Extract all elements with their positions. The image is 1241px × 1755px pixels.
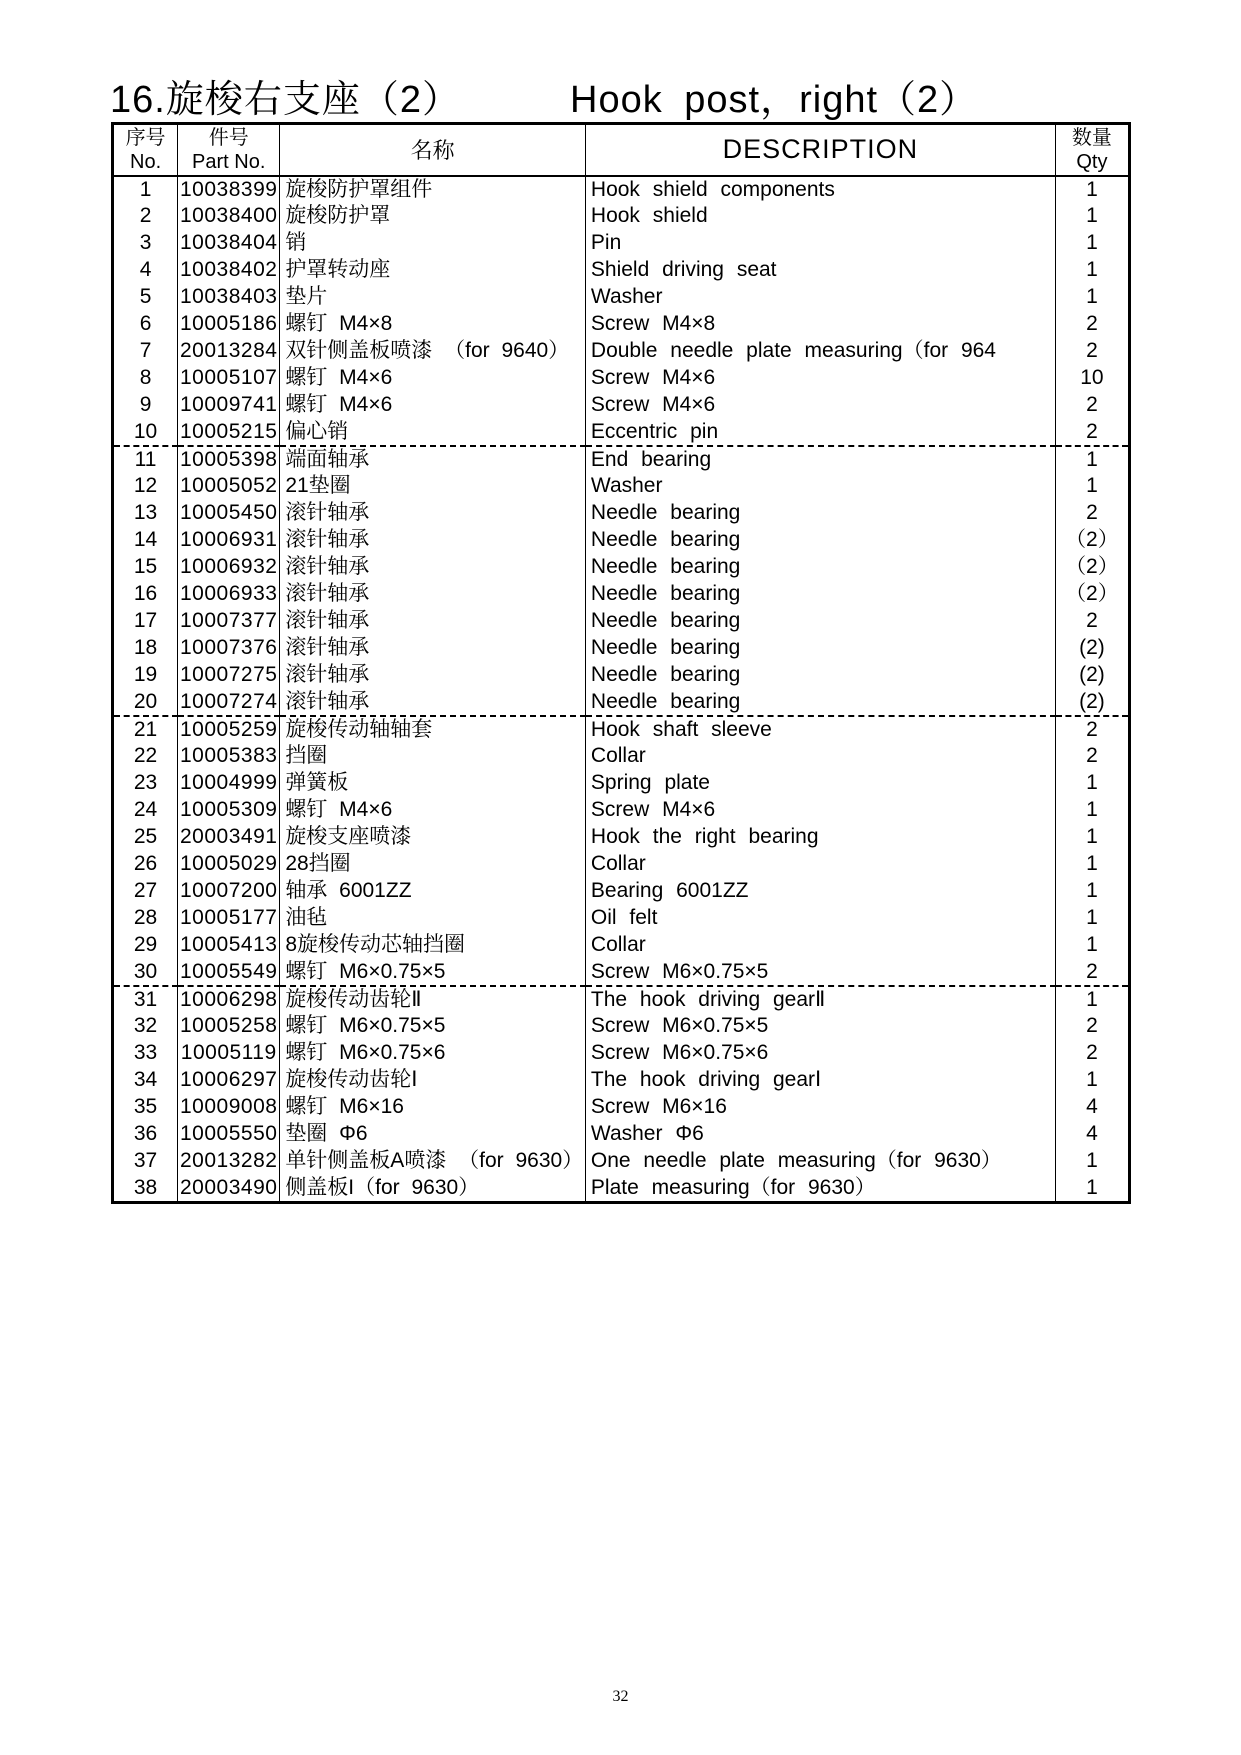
cell-part-no: 20003491 <box>178 824 280 851</box>
cell-no: 17 <box>133 609 158 632</box>
cell-description: Needle bearing <box>585 554 1055 581</box>
title-english: Hook post，right（2） <box>570 79 979 121</box>
cell-name: 旋梭防护罩 <box>280 203 586 230</box>
cell-qty: 10 <box>1055 365 1129 392</box>
table-row <box>113 662 1130 689</box>
cell-name: 旋梭防护罩组件 <box>280 176 586 203</box>
cell-name: 油毡 <box>280 905 586 932</box>
cell-no: 2 <box>139 204 152 227</box>
cell-no: 26 <box>133 852 158 875</box>
table-row <box>113 365 1130 392</box>
cell-description: Needle bearing <box>585 500 1055 527</box>
cell-description: Plate measuring（for 9630） <box>585 1175 1055 1203</box>
cell-name: 弹簧板 <box>280 770 586 797</box>
cell-no: 28 <box>133 906 158 929</box>
cell-name: 旋梭传动齿轮Ⅰ <box>280 1067 586 1094</box>
table-row <box>113 905 1130 932</box>
cell-qty: 1 <box>1055 986 1129 1013</box>
cell-no: 37 <box>133 1149 158 1172</box>
header-no-zh: 序号 <box>125 126 166 149</box>
table-row <box>113 1067 1130 1094</box>
cell-qty: 1 <box>1055 851 1129 878</box>
cell-part-no: 10009008 <box>178 1094 280 1121</box>
cell-part-no: 10005550 <box>178 1121 280 1148</box>
table-row <box>113 581 1130 608</box>
cell-part-no: 10005177 <box>178 905 280 932</box>
cell-no: 7 <box>139 339 152 362</box>
cell-qty: 1 <box>1055 230 1129 257</box>
cell-description: Screw M4×6 <box>585 797 1055 824</box>
page-title <box>110 68 1131 121</box>
cell-no: 34 <box>133 1068 158 1091</box>
cell-description: The hook driving gearⅡ <box>585 986 1055 1013</box>
header-part-zh: 件号 <box>208 126 249 149</box>
header-qty-en: Qty <box>1076 150 1108 173</box>
cell-description: Collar <box>585 851 1055 878</box>
cell-part-no: 10005413 <box>178 932 280 959</box>
table-row <box>113 419 1130 446</box>
title-chinese: 16.旋梭右支座（2） <box>110 79 461 121</box>
cell-name: 滚针轴承 <box>280 554 586 581</box>
cell-name: 旋梭传动齿轮Ⅱ <box>280 986 586 1013</box>
cell-no: 31 <box>133 987 158 1011</box>
cell-qty: (2) <box>1055 662 1129 689</box>
cell-part-no: 10005107 <box>178 365 280 392</box>
table-row <box>113 1175 1130 1203</box>
cell-part-no: 10005450 <box>178 500 280 527</box>
cell-name: 偏心销 <box>280 419 586 446</box>
cell-name: 滚针轴承 <box>280 608 586 635</box>
cell-qty: 2 <box>1055 608 1129 635</box>
cell-description: Screw M6×0.75×6 <box>585 1040 1055 1067</box>
cell-qty: 2 <box>1055 419 1129 446</box>
cell-name: 旋梭传动轴轴套 <box>280 716 586 743</box>
cell-no: 24 <box>133 798 158 821</box>
cell-description: The hook driving gearⅠ <box>585 1067 1055 1094</box>
table-row <box>113 932 1130 959</box>
cell-part-no: 10006298 <box>178 986 280 1013</box>
cell-no: 15 <box>133 555 158 578</box>
table-row <box>113 716 1130 743</box>
cell-qty: 1 <box>1055 770 1129 797</box>
cell-description: Collar <box>585 932 1055 959</box>
cell-part-no: 10006297 <box>178 1067 280 1094</box>
cell-name: 挡圈 <box>280 743 586 770</box>
cell-no: 36 <box>133 1122 158 1145</box>
cell-name: 螺钉 M6×0.75×6 <box>280 1040 586 1067</box>
parts-table <box>111 122 1131 1204</box>
table-row <box>113 257 1130 284</box>
cell-part-no: 10004999 <box>178 770 280 797</box>
cell-name: 8旋梭传动芯轴挡圈 <box>280 932 586 959</box>
cell-part-no: 10005186 <box>178 311 280 338</box>
cell-qty: 1 <box>1055 257 1129 284</box>
cell-name: 21垫圈 <box>280 473 586 500</box>
header-no-en: No. <box>130 150 162 173</box>
cell-no: 23 <box>133 771 158 794</box>
cell-description: Needle bearing <box>585 662 1055 689</box>
cell-name: 销 <box>280 230 586 257</box>
cell-name: 滚针轴承 <box>280 662 586 689</box>
cell-qty: 2 <box>1055 392 1129 419</box>
cell-part-no: 10005258 <box>178 1013 280 1040</box>
cell-name: 28挡圈 <box>280 851 586 878</box>
cell-qty: 1 <box>1055 905 1129 932</box>
cell-name: 螺钉 M6×0.75×5 <box>280 959 586 986</box>
cell-name: 单针侧盖板A喷漆 （for 9630） <box>280 1148 586 1175</box>
cell-qty: 1 <box>1055 446 1129 473</box>
table-row <box>113 824 1130 851</box>
cell-name: 滚针轴承 <box>280 689 586 716</box>
table-body <box>113 176 1130 1203</box>
header-name: 名称 <box>280 124 586 176</box>
cell-part-no: 10005549 <box>178 959 280 986</box>
cell-no: 3 <box>139 231 152 254</box>
cell-description: Oil felt <box>585 905 1055 932</box>
cell-qty: （2） <box>1055 527 1129 554</box>
cell-part-no: 10005398 <box>178 446 280 473</box>
table-row <box>113 1040 1130 1067</box>
cell-no: 8 <box>139 366 152 389</box>
cell-part-no: 10007377 <box>178 608 280 635</box>
cell-qty: 2 <box>1055 959 1129 986</box>
cell-no: 32 <box>133 1014 158 1037</box>
cell-name: 滚针轴承 <box>280 500 586 527</box>
cell-qty: 1 <box>1055 797 1129 824</box>
cell-description: Screw M4×6 <box>585 365 1055 392</box>
table-row <box>113 1121 1130 1148</box>
cell-no: 12 <box>133 474 158 497</box>
cell-no: 5 <box>139 285 152 308</box>
cell-part-no: 10007274 <box>178 689 280 716</box>
table-row <box>113 527 1130 554</box>
cell-part-no: 10007376 <box>178 635 280 662</box>
cell-description: Hook the right bearing <box>585 824 1055 851</box>
table-row <box>113 203 1130 230</box>
cell-name: 螺钉 M4×8 <box>280 311 586 338</box>
header-part-en: Part No. <box>192 150 266 173</box>
cell-no: 16 <box>133 582 158 605</box>
cell-description: One needle plate measuring（for 9630） <box>585 1148 1055 1175</box>
cell-part-no: 10005119 <box>178 1040 280 1067</box>
cell-no: 27 <box>133 879 158 902</box>
cell-no: 9 <box>139 393 152 416</box>
cell-name: 螺钉 M6×0.75×5 <box>280 1013 586 1040</box>
cell-qty: 1 <box>1055 878 1129 905</box>
cell-no: 20 <box>113 689 178 716</box>
cell-part-no: 20013284 <box>178 338 280 365</box>
cell-part-no: 10038404 <box>178 230 280 257</box>
cell-no: 1 <box>139 177 152 201</box>
cell-qty: 2 <box>1055 311 1129 338</box>
cell-no: 35 <box>133 1095 158 1118</box>
table-row <box>113 635 1130 662</box>
header-part-no <box>178 124 280 176</box>
header-qty <box>1055 124 1129 176</box>
table-row <box>113 392 1130 419</box>
cell-description: Hook shaft sleeve <box>585 716 1055 743</box>
cell-part-no: 10038399 <box>178 176 280 203</box>
cell-description: Washer <box>585 284 1055 311</box>
cell-qty: 1 <box>1055 1175 1129 1203</box>
cell-qty: （2） <box>1055 554 1129 581</box>
cell-qty: (2) <box>1055 689 1129 716</box>
cell-no: 30 <box>113 959 178 986</box>
cell-part-no: 10006931 <box>178 527 280 554</box>
cell-description: Shield driving seat <box>585 257 1055 284</box>
cell-description: Washer <box>585 473 1055 500</box>
cell-qty: 1 <box>1055 284 1129 311</box>
table-row <box>113 1148 1130 1175</box>
cell-description: Screw M6×0.75×5 <box>585 959 1055 986</box>
cell-no: 25 <box>133 825 158 848</box>
cell-qty: 1 <box>1055 824 1129 851</box>
table-row <box>113 230 1130 257</box>
table-row <box>113 338 1130 365</box>
cell-part-no: 10038403 <box>178 284 280 311</box>
cell-part-no: 20003490 <box>178 1175 280 1203</box>
table-row <box>113 554 1130 581</box>
page-number: 32 <box>612 1688 629 1705</box>
cell-qty: (2) <box>1055 635 1129 662</box>
table-row <box>113 986 1130 1013</box>
header-qty-zh: 数量 <box>1071 126 1112 149</box>
cell-name: 护罩转动座 <box>280 257 586 284</box>
table-row <box>113 176 1130 203</box>
cell-part-no: 10038402 <box>178 257 280 284</box>
cell-part-no: 10006932 <box>178 554 280 581</box>
table-row <box>113 284 1130 311</box>
cell-name: 螺钉 M4×6 <box>280 365 586 392</box>
cell-description: Screw M4×6 <box>585 392 1055 419</box>
cell-qty: 2 <box>1055 1013 1129 1040</box>
cell-description: Collar <box>585 743 1055 770</box>
cell-qty: 2 <box>1055 716 1129 743</box>
cell-qty: 2 <box>1055 743 1129 770</box>
cell-qty: 1 <box>1055 203 1129 230</box>
cell-description: Hook shield components <box>585 176 1055 203</box>
cell-no: 10 <box>113 419 178 446</box>
cell-name: 螺钉 M4×6 <box>280 797 586 824</box>
cell-description: Needle bearing <box>585 581 1055 608</box>
cell-name: 旋梭支座喷漆 <box>280 824 586 851</box>
cell-part-no: 10005309 <box>178 797 280 824</box>
cell-part-no: 20013282 <box>178 1148 280 1175</box>
table-row <box>113 473 1130 500</box>
cell-description: Pin <box>585 230 1055 257</box>
cell-name: 滚针轴承 <box>280 527 586 554</box>
cell-no: 11 <box>134 447 157 471</box>
cell-description: Needle bearing <box>585 608 1055 635</box>
table-row <box>113 770 1130 797</box>
cell-description: Screw M4×8 <box>585 311 1055 338</box>
cell-name: 轴承 6001ZZ <box>280 878 586 905</box>
cell-description: Screw M6×0.75×5 <box>585 1013 1055 1040</box>
cell-part-no: 10005029 <box>178 851 280 878</box>
cell-no: 13 <box>133 501 158 524</box>
cell-no: 29 <box>133 933 158 956</box>
cell-part-no: 10038400 <box>178 203 280 230</box>
table-row <box>113 446 1130 473</box>
cell-description: Hook shield <box>585 203 1055 230</box>
cell-name: 垫圈 Φ6 <box>280 1121 586 1148</box>
cell-no: 19 <box>133 663 158 686</box>
cell-qty: （2） <box>1055 581 1129 608</box>
cell-no: 22 <box>133 744 158 767</box>
cell-qty: 4 <box>1055 1121 1129 1148</box>
cell-no: 38 <box>133 1175 158 1199</box>
cell-name: 端面轴承 <box>280 446 586 473</box>
table-row <box>113 851 1130 878</box>
cell-qty: 1 <box>1055 1148 1129 1175</box>
cell-name: 螺钉 M6×16 <box>280 1094 586 1121</box>
cell-qty: 2 <box>1055 500 1129 527</box>
cell-qty: 1 <box>1055 932 1129 959</box>
cell-no: 6 <box>139 312 152 335</box>
cell-qty: 2 <box>1055 1040 1129 1067</box>
cell-part-no: 10005215 <box>178 419 280 446</box>
header-row <box>113 124 1130 176</box>
cell-name: 垫片 <box>280 284 586 311</box>
cell-no: 18 <box>133 636 158 659</box>
cell-name: 滚针轴承 <box>280 581 586 608</box>
cell-description: Needle bearing <box>585 689 1055 716</box>
header-description: DESCRIPTION <box>585 124 1055 176</box>
cell-part-no: 10007200 <box>178 878 280 905</box>
cell-part-no: 10009741 <box>178 392 280 419</box>
cell-description: Spring plate <box>585 770 1055 797</box>
cell-qty: 2 <box>1055 338 1129 365</box>
cell-description: Screw M6×16 <box>585 1094 1055 1121</box>
table-row <box>113 743 1130 770</box>
cell-qty: 1 <box>1055 1067 1129 1094</box>
cell-part-no: 10005259 <box>178 716 280 743</box>
cell-description: Bearing 6001ZZ <box>585 878 1055 905</box>
cell-name: 侧盖板I（for 9630） <box>280 1175 586 1203</box>
table-row <box>113 1013 1130 1040</box>
cell-part-no: 10005383 <box>178 743 280 770</box>
cell-description: Needle bearing <box>585 635 1055 662</box>
table-row <box>113 959 1130 986</box>
cell-description: Eccentric pin <box>585 419 1055 446</box>
cell-part-no: 10006933 <box>178 581 280 608</box>
table-row <box>113 797 1130 824</box>
table-row <box>113 1094 1130 1121</box>
cell-description: End bearing <box>585 446 1055 473</box>
table-row <box>113 689 1130 716</box>
cell-no: 33 <box>133 1041 158 1064</box>
cell-no: 14 <box>133 528 158 551</box>
cell-name: 滚针轴承 <box>280 635 586 662</box>
table-row <box>113 608 1130 635</box>
cell-description: Double needle plate measuring（for 964 <box>585 338 1055 365</box>
cell-no: 4 <box>139 258 152 281</box>
table-row <box>113 311 1130 338</box>
cell-part-no: 10005052 <box>178 473 280 500</box>
cell-name: 螺钉 M4×6 <box>280 392 586 419</box>
cell-description: Washer Φ6 <box>585 1121 1055 1148</box>
cell-name: 双针侧盖板喷漆 （for 9640） <box>280 338 586 365</box>
table-row <box>113 500 1130 527</box>
cell-description: Needle bearing <box>585 527 1055 554</box>
table-row <box>113 878 1130 905</box>
cell-part-no: 10007275 <box>178 662 280 689</box>
cell-qty: 1 <box>1055 176 1129 203</box>
header-no <box>113 124 178 176</box>
cell-no: 21 <box>133 717 158 741</box>
cell-qty: 1 <box>1055 473 1129 500</box>
cell-qty: 4 <box>1055 1094 1129 1121</box>
